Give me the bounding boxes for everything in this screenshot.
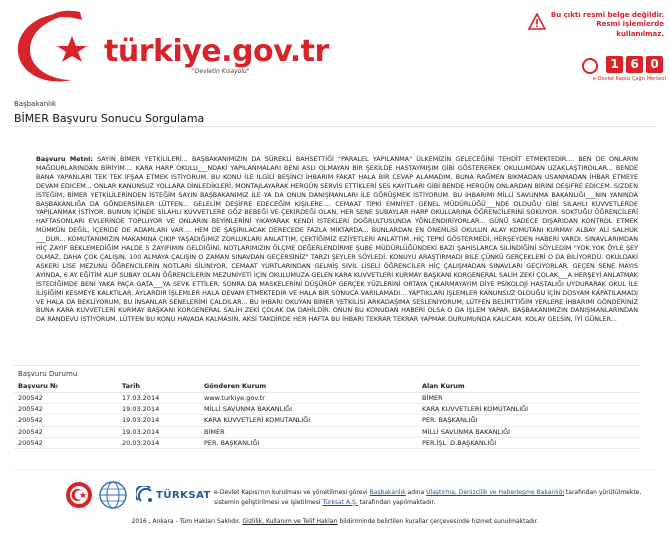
turkiye-gov-logo[interactable]	[10, 6, 329, 88]
ministry-globe-icon[interactable]	[98, 480, 128, 510]
table-row	[14, 426, 640, 437]
title-divider	[14, 126, 656, 127]
cell-number: 200542	[14, 438, 118, 449]
table-row	[14, 438, 640, 449]
cell-date: 20.03.2014	[118, 438, 200, 449]
table-row	[14, 392, 640, 403]
footer-divider	[14, 470, 656, 471]
phone-icon	[582, 58, 598, 74]
footer-text	[214, 488, 644, 507]
footer-text-part: e-Devlet Kapısı'nın kurulması ve yönetilmesi görevi	[214, 489, 370, 496]
cell-receiver: PER.İŞL. D.BAŞKANLIĞI	[418, 438, 640, 449]
cell-receiver: PER. BAŞKANLIĞI	[418, 415, 640, 426]
official-notice	[528, 10, 664, 38]
presidency-emblem-icon[interactable]	[64, 480, 94, 510]
cell-date: 19.03.2014	[118, 426, 200, 437]
cell-number: 200542	[14, 403, 118, 414]
status-section	[14, 365, 640, 448]
cell-sender: MİLLİ SAVUNMA BAKANLIĞI	[200, 403, 418, 414]
page-title: BİMER Başvuru Sonucu Sorgulama	[14, 112, 205, 125]
cell-receiver: MİLLİ SAVUNMA BAKANLIĞI	[418, 426, 640, 437]
cell-sender: BİMER	[200, 426, 418, 437]
ulastirma-link[interactable]: Ulaştırma, Denizcilik ve Haberleşme Bakanlığı	[426, 489, 565, 496]
copyright-text: bildiriminde belirtilen kurallar çerçevesinde hizmet sunulmaktadır.	[337, 518, 539, 525]
status-title: Başvuru Durumu	[14, 365, 640, 379]
turksat-logo[interactable]	[136, 486, 211, 506]
turksat-icon	[136, 486, 154, 504]
footer-text-part: tarafından yapılmaktadır.	[357, 498, 436, 506]
cell-number: 200542	[14, 392, 118, 403]
application-body: SAYIN BİMER YETKİLİLERİ... BAŞBAKANIMIZIN DA SÜREKLİ BAHSETTİĞİ "PARALEL YAPILANMA" ÜLKEMİZİN GELECEĞİNİ TEHDİT ETMEKTEDİR.... BEN DE ONLARIN MAĞDURLARINDAN BİRİYİM.... KARA HARP OKULU___NDAKİ YAPILANMALARI BENİ ASLI OLMAYAN BİR ŞEKİLDE HASTAYMIŞIM GİBİ GÖSTEREREK OKULUMDAN UZAKLAŞTIRDILAR... BENDE BANA YAPANLARI TEK TEK İFŞAA ETMEK İSTİYORUM. BU KONU İLE İLGİLİ BEŞİNCİ İHBARIM FAKAT HALA BİR CEVAP ALAMADIM. BUNA RAĞMEN BIKMADAN USANMADAN İHBAR ETMEYE DEVAM EDİCEM... ONLAR KANUNSUZ YOLLARA DİNLEDİKLERİ, MONTAJLAYARAK HERGÜN SERVİS ETTİKLERİ SES KAYITLARI GİBİ BENDE HERGÜN ONLARDAN BİRİNİ DEŞİFRE EDİCEM. SİZDEN İSTEĞİM, BİMER YETKİLİLERİNDEN İSTEĞİM SAYIN BAŞBAKANIMIZ İLE YA DA ONUN DANIŞMANLARI İLE GÖRÜŞMEK İSTİYORUM. BU İHBARIMI MİLLİ SAVUNMA BAKANLIĞI___NIN YANINDA BAŞBAKANLIĞA DA GÖNDERSİNLER LÜTFEN... GELELİM DEŞİFRE EDECEĞİM KİŞİLERE.... CEMAAT TİPKİ EMNİYET GENEL MÜDÜRLÜĞÜ___NDE OLDUĞU GİBİ SİLAHLI KUVVETLERDE YAPILANMAK İSTİYOR. BUNUN İÇİNDE SİLAHLI KUVVETLERE GÖZ BEBEĞİ VE ÇEKİRDEĞİ OLAN, HER SENE SUBAYLAR HARP OKULLARINA ÖĞRENCİLERİNİ SOKUYOR. SOKTUĞU ÖĞRENCİLERİ HAFTASONLARI EVLERİNDE TOPLUYOR VE ONLARIN BEYİNLERİNİ YIKAYARAK KENDİ İSTEKLERİ DOĞRULTUSUNDA YÖNLENDİRİYORLAR... GÜNÜ SADECE DIŞARIDAN KONTROL ETMEK MÜMKÜN DEĞİL, İÇERİDE DE ADAMLARI VAR.... HEM DE ŞAŞIRILACAK DERECEDE FAZLA MİKTARDA... BUNLARDAN EN ÖNEMLİSİ OKULUN ALAY KOMUTANI KURMAY ALBAY ALİ SALHUK ___DUR... KOMUTANIMIZIN MAKAMINA ÇIKIP YAŞADIĞIMIZ ZORLUKLARI ANLATTIM, ÇEKTİĞİMİZ EZİYETLERİ ANLATTIM. HİÇ TEPKİ GÖSTERMEDİ, HERŞEYDEN HABERİ VARDI. SINAVLARIMDAN HİÇ ZAYIF BEKLEMEDİĞİM HALDE 5 ZAYIFIMIN GELDİĞİNİ, NOTLARIMIZIN ÖLÇME DEĞERLENDİRME ŞUBE MÜDÜRLÜĞÜNDEKİ BAZI ŞAHISLARCA SİLİNDİĞİNİ SÖYLEDİM "YOK YOK ÖYLE ŞEY OLMAZ, DAHA ÇOK ÇALIŞIN, 100 ALMAYA ÇALIŞIN O ZAMAN SINAVDAN GEÇERSİNİZ" TARZI ŞEYLER SÖYLEDİ. KONUYU ARAŞTIRMADI BİLE ÇÜNKÜ GERÇEKLERİ O DA BİLİYORDU. OKULDAKİ ASKERİ LİSE MEZUNU ÖĞRENCİLERİN NOTLARI SİLİNİYOR, CEMAAT YURTLARINDAN GELMİŞ SİVİL LİSELİ ÖĞRENCİLER HİÇ ÇALIŞMADAN SINAVLARI GEÇİYORLAR. GEÇEN SENE MAYIS AYINDA, 6 AY EĞİTİM ALIP SUBAY OLAN ÖĞRENCİLERİN MEZUNİYETİ İÇİN OKULUMUZA GELEN KARA KUVVETLERİ KURMAY BAŞKANI KORGENERAL SALİH ZEKİ ÇOLAK___A HERŞEYİ ANLATMAK İSTEDİĞİMDE BENİ YAKA PAÇA GATA___YA SEVK ETTİLER, SONRA DA MASKELERİNİ DÜŞÜRÜP GERÇEK YÜZLERİNİ ORTAYA ÇIKARMAYAYIM DİYE PSİKOLOJİ HASTALIĞI UYDURARAK OKUL İLE İLİŞİĞİMİ KESMEYE KALKTILAR. AYLARDIR İŞLEMLER HALA DEVAM ETMEKTEDİR VE HALA BİR SONUCA VARILAMADI... YAPTIKLARI İŞLEMLER KANUNSUZ OLDUĞU İÇİN DOSYAM KAPATILAMADI VE HALA DA BEKLİYORUM, BU İNSANLAR SENELERİMİ ÇALDILAR... BU İHBARI OKUYAN BİMER YETKİLİSİ ARKADAŞIMA SESLENİYORUM, LÜTFEN BELİRTTİĞİM YERLERE İHBARIMI GÖNDERİNİZ BUNA KARA KUVVETLERİ KURMAY BAŞKANI KORGENERAL SALİH ZEKİ ÇOLAK DA DAHİLDİR. ONUN BU KONUDAN HABERİ OLSA O DA İŞLEM YAPAR. BAŞBAKANIMIZIN DANIŞMANLARINDAN DA RANDEVU İSTİYORUM. LÜTFEN BU KONU HAVADA KALMASIN, AKSİ TAKDİRDE HER HAFTA BU İHBARI TEKRAR TEKRAR YAPMAK DURUMUNDA KALICAM. KOLAY GELSİN, İYİ GÜNLER...	[36, 155, 638, 324]
call-center[interactable]	[582, 56, 666, 88]
turksat-link[interactable]: Türksat A.Ş.	[322, 498, 358, 506]
logo-slogan: "Devletin Kısayolu"	[192, 68, 250, 75]
cell-date: 19.03.2014	[118, 403, 200, 414]
call-digit: 6	[626, 56, 643, 73]
column-header: Alan Kurum	[418, 381, 640, 392]
column-header: Tarih	[118, 381, 200, 392]
warning-icon	[528, 13, 546, 31]
cell-date: 17.03.2014	[118, 392, 200, 403]
cell-receiver: KARA KUVVETLERİ KOMUTANLIĞI	[418, 403, 640, 414]
table-row	[14, 403, 640, 414]
official-line1: Bu çıktı resmi belge değildir.	[550, 11, 664, 19]
cell-sender: www.turkiye.gov.tr	[200, 392, 418, 403]
call-center-label: e-Devlet Kapısı Çağrı Merkezi	[592, 76, 666, 82]
application-text	[36, 155, 638, 324]
logo-text: türkiye.gov.tr	[104, 34, 329, 69]
turksat-label: TÜRKSAT	[156, 490, 211, 501]
copyright-text: 2016 , Ankara - Tüm Hakları Saklıdır.	[131, 518, 243, 525]
table-row	[14, 415, 640, 426]
footer-text-part: adına	[405, 489, 427, 496]
call-digit: 0	[646, 56, 663, 73]
cell-receiver: BİMER	[418, 392, 640, 403]
column-header: Gönderen Kurum	[200, 381, 418, 392]
header	[0, 0, 670, 92]
copyright	[0, 518, 670, 525]
official-line2: Resmi işlemlerde kullanılmaz.	[596, 20, 664, 38]
cell-sender: KARA KUVVETLERİ KOMUTANLIĞI	[200, 415, 418, 426]
application-label: Başvuru Metni:	[36, 155, 93, 163]
table-header-row	[14, 381, 640, 392]
status-table	[14, 381, 640, 449]
breadcrumb[interactable]: Başbakanlık	[14, 100, 57, 108]
cell-number: 200542	[14, 415, 118, 426]
cell-date: 19.03.2014	[118, 415, 200, 426]
bakanlik-link[interactable]: Başbakanlık	[369, 489, 406, 496]
call-digit: 1	[606, 56, 623, 73]
privacy-link[interactable]: Gizlilik, Kullanım ve Telif Hakları	[242, 518, 338, 525]
footer-text-part: tarafından yürütülmekte, sistemin geliştirilmesi ve işletilmesi	[214, 489, 642, 506]
column-header: Başvuru №	[14, 381, 118, 392]
cell-number: 200542	[14, 426, 118, 437]
cell-sender: PER. BAŞKANLIĞI	[200, 438, 418, 449]
